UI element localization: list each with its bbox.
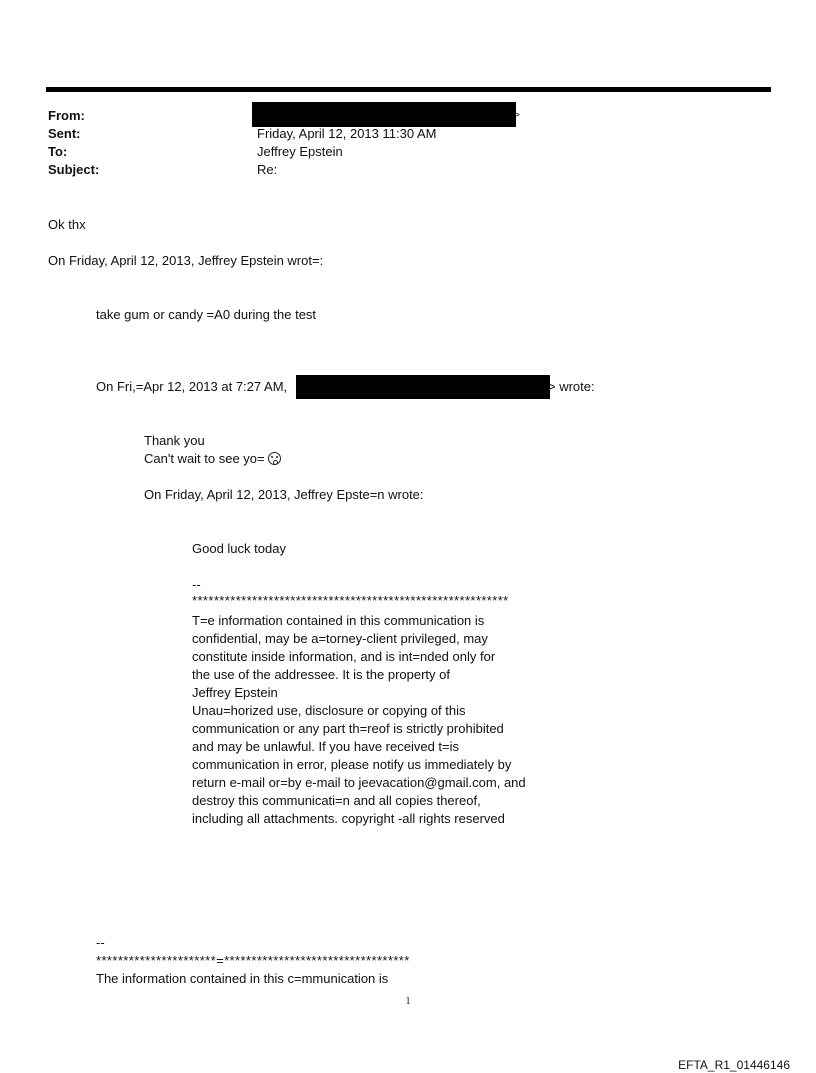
quote2-line2-row — [144, 450, 281, 468]
signature-stars: ********************************************************** — [192, 593, 509, 608]
disclaimer-line: return e-mail or=by e-mail to jeevacation@gmail.com, and — [192, 775, 526, 790]
subject-label: Subject: — [48, 162, 100, 177]
surprised-face-icon — [268, 452, 281, 465]
quote2-intro-wrote: > wrote: — [548, 379, 595, 394]
disclaimer-line: destroy this communicati=n and all copies thereof, — [192, 793, 481, 808]
quote2-intro — [96, 378, 287, 396]
from-suffix: > — [514, 110, 520, 121]
disclaimer-line: including all attachments. copyright -all rights reserved — [192, 811, 505, 826]
from-label: From: — [48, 108, 85, 123]
disclaimer-line: the use of the addressee. It is the property of — [192, 667, 450, 682]
disclaimer-line: confidential, may be a=torney-client privileged, may — [192, 631, 488, 646]
outer-dashes: -- — [96, 935, 105, 950]
signature-dashes: -- — [192, 577, 201, 592]
document-id: EFTA_R1_01446146 — [678, 1058, 790, 1072]
outer-stars: **********************=********************************** — [96, 953, 410, 968]
disclaimer-line: T=e information contained in this communication is — [192, 613, 485, 628]
disclaimer-line: Jeffrey Epstein — [192, 685, 278, 700]
redacted-sender — [252, 102, 516, 127]
disclaimer-line: constitute inside information, and is int=nded only for — [192, 649, 496, 664]
disclaimer-line: communication or any part th=reof is strictly prohibited — [192, 721, 504, 736]
sent-value: Friday, April 12, 2013 11:30 AM — [257, 126, 437, 141]
quote1-intro: On Friday, April 12, 2013, Jeffrey Epstein wrot=: — [48, 253, 324, 268]
quote2-intro-date: On Fri,=Apr 12, 2013 at 7:27 AM, — [96, 379, 288, 394]
outer-disclaimer: The information contained in this c=mmunication is — [96, 971, 389, 986]
disclaimer-line: and may be unlawful. If you have received t=is — [192, 739, 460, 754]
sent-label: Sent: — [48, 126, 81, 141]
quote1-text: take gum or candy =A0 during the test — [96, 307, 317, 322]
to-value: Jeffrey Epstein — [257, 144, 343, 159]
page-number: 1 — [405, 996, 411, 1007]
quote3-text: Good luck today — [192, 541, 286, 556]
reply-text: Ok thx — [48, 217, 86, 232]
quote2-line1: Thank you — [144, 433, 205, 448]
disclaimer-line: communication in error, please notify us immediately by — [192, 757, 512, 772]
redacted-sender-2 — [296, 375, 550, 399]
quote3-intro: On Friday, April 12, 2013, Jeffrey Epste=n wrote: — [144, 487, 424, 502]
disclaimer-line: Unau=horized use, disclosure or copying of this — [192, 703, 466, 718]
to-label: To: — [48, 144, 68, 159]
header-rule — [46, 87, 771, 92]
quote2-line2: Can't wait to see yo= — [144, 451, 265, 466]
subject-value: Re: — [257, 162, 278, 177]
